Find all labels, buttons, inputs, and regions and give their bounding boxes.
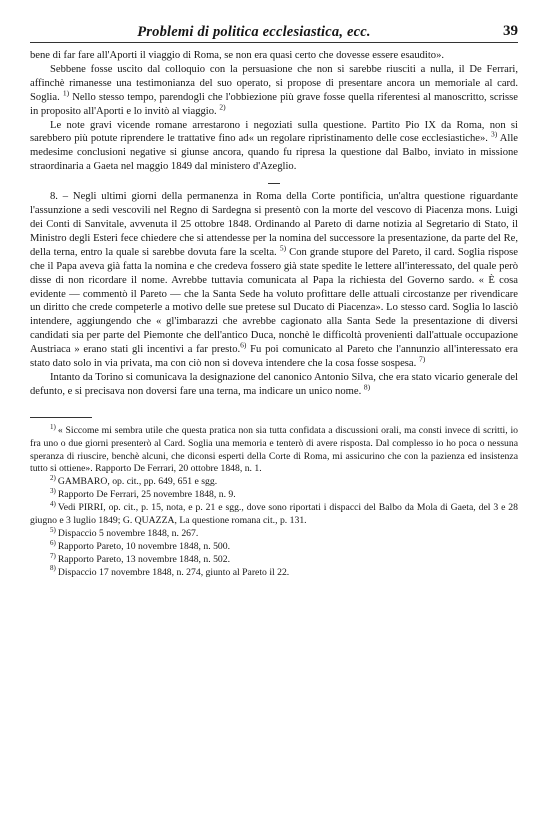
note-ref: 3) (491, 129, 498, 139)
note-ref: 7) (418, 354, 426, 364)
footnote: $^{8)}$ Dispaccio 17 novembre 1848, n. 274, giunto al Pareto il 22. (50, 564, 290, 578)
note-ref: 1) (62, 88, 70, 98)
paragraph: Le note gravi vicende romane arrestarono i negoziati sulla questione. Partito Pio IX da Roma, non si sarebbero più potute riprendere le trattative fino ad« un regolare ripristinamento delle cose ecclesiastiche». $^{3)}$ Alle medesime conclusioni negative si giunse ancora, quando fu ripresa la questione dal Balbo, inviato in missione straordinaria a Gaeta nel maggio 1849 dal ministero d'Azeglio. (30, 119, 518, 173)
footnote: $^{5)}$ Dispaccio 5 novembre 1848, n. 267. (50, 525, 199, 539)
note-ref: 2) (219, 102, 226, 112)
footnote: $^{7)}$ Rapporto Pareto, 13 novembre 1848, n. 502. (50, 551, 231, 565)
page-number: 39 (503, 23, 518, 39)
section-separator (268, 183, 280, 184)
paragraph: Intanto da Torino si comunicava la designazione del canonico Antonio Silva, che era stato vicario generale del defunto, e si precisava non doversi fare una terna, ma indicare un unico nome. $^{8)}$ (30, 371, 518, 397)
footnotes (30, 422, 518, 580)
paragraph: 8. – Negli ultimi giorni della permanenza in Roma della Corte pontificia, un'altra questione riguardante l'assunzione a sedi vescovili nel Regno di Sardegna si presentò con la morte del vescovo di Piacenza mons. Luigi dei Conti di Sanvitale, avvenuta il 25 ottobre 1848. Ordinando al Pareto di darne notizia al Segretario di Stato, il Ministro degli Esteri fece chiedere che si attendesse per la nomina del successore la presentazione, da parte del Re, della terna, entro la quale si sarebbe dovuta fare la scelta. $^{5)}$ Con grande stupore del Pareto, il card. Soglia rispose che il Papa aveva già fatta la nomina e che credeva fossero già state spedite le lettere all'interessato, del quale però disse di non ricordare il nome. Avrebbe tuttavia comunicata al Papa la richiesta del Governo sardo. « È cosa evidente — commentò il Pareto — che la Santa Sede ha voluto profittare delle attuali circostanze per rivendicare un diritto che crede competerle a motivo delle sue pretese sul Ducato di Piacenza». Lo stesso card. Soglia lo lasciò intendere, aggiungendo che « gl'imbarazzi che avrebbe cagionato alla Santa Sede la presentazione di diversi candidati sia per parte del Piemonte che dell'antico Duca, nonchè le difficoltà provenienti dall'attuale occupazione Austriaca » erano stati gli incentivi a far presto.$^{6)}$ Fu poi comunicato al Pareto che l'annunzio all'interessato era stato dato solo in via privata, ma con ciò non si doveva intendere che la cosa fosse sospesa. $^{7)}$ (30, 191, 518, 370)
running-header (30, 24, 518, 43)
footnote: $^{1)}$ « Siccome mi sembra utile che questa pratica non sia tutta confidata a discussioni orali, ma consti invece di scritti, io fra uno o due giorni presenterò al Card. Soglia una memoria e tenterò di avere risposta. Dal complesso io ho poca o nessuna speranza di riuscire, benchè alcuni, che diconsi esperti della Corte di Roma, mi assicurino che con la pazienza ed insistenza tutto si ottiene». Rapporto De Ferrari, 20 ottobre 1848, n. 1. (30, 422, 518, 475)
note-ref: 6) (240, 340, 247, 350)
main-text (30, 49, 518, 399)
running-title: Problemi di politica ecclesiastica, ecc. (137, 24, 371, 40)
footnote-rule (30, 417, 92, 418)
footnote: $^{3)}$ Rapporto De Ferrari, 25 novembre 1848, n. 9. (50, 487, 236, 501)
footnote: $^{6)}$ Rapporto Pareto, 10 novembre 1848, n. 500. (50, 538, 231, 552)
note-ref: 5) (279, 243, 287, 253)
paragraph: bene di far fare all'Aporti il viaggio di Roma, se non era quasi certo che dovesse essere esaudito». (30, 50, 445, 61)
footnote: $^{2)}$ GAMBARO, op. cit., pp. 649, 651 e sgg. (50, 474, 218, 488)
footnote: $^{4)}$ Vedi PIRRI, op. cit., p. 15, nota, e p. 21 e sgg., dove sono riportati i dispacci del Balbo da Mola di Gaeta, del 3 e 28 giugno e 3 luglio 1849; G. QUAZZA, La questione romana cit., p. 131. (30, 499, 518, 527)
paragraph: Sebbene fosse uscito dal colloquio con la persuasione che non si sarebbe riusciti a nulla, il De Ferrari, affinchè rimanesse una testimonianza del suo operato, si propose di presentare ancora un memoriale al card. Soglia. $^{1)}$ Nello stesso tempo, parendogli che l'obbiezione più grave fosse quella riferentesi al manoscritto, scrisse in proposito all'Aporti e lo invitò al viaggio. $^{2)}$ (30, 63, 518, 117)
note-ref: 8) (363, 382, 371, 392)
